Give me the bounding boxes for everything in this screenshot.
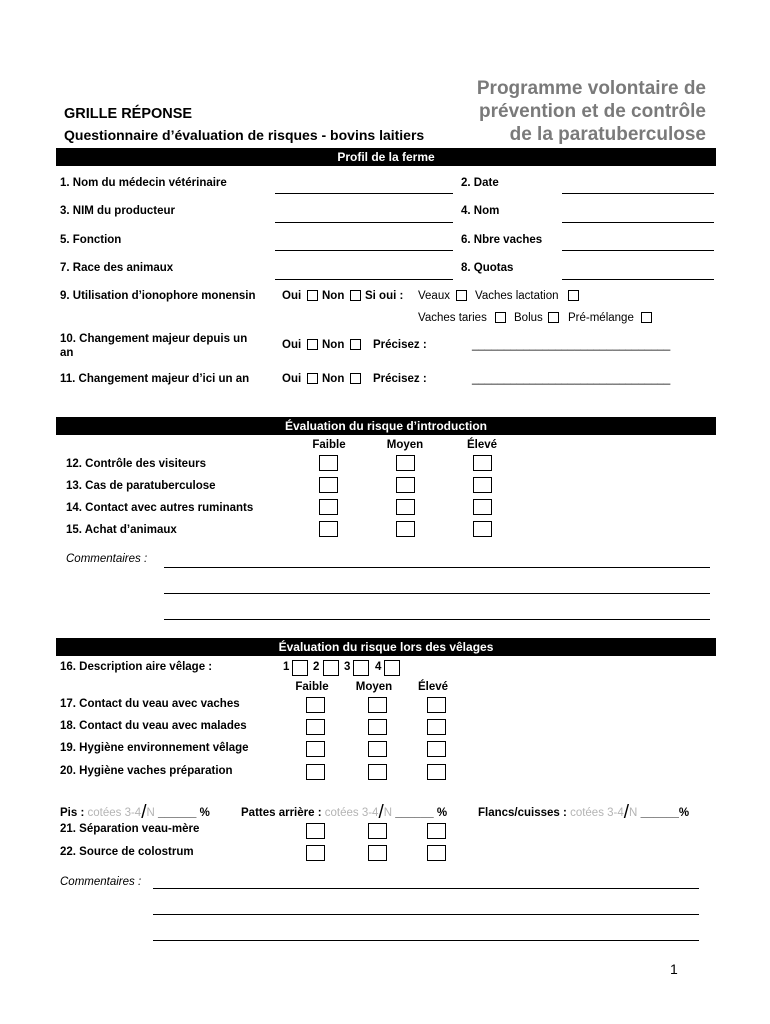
score-pattes bbox=[241, 800, 447, 822]
q10-non-checkbox[interactable] bbox=[350, 339, 361, 350]
intro-comment-line-3[interactable] bbox=[164, 619, 710, 620]
q11-label: 11. Changement majeur d’ici un an bbox=[60, 373, 250, 385]
score-pattes-slash: / bbox=[378, 802, 384, 823]
q9-oui-checkbox[interactable] bbox=[307, 290, 318, 301]
q9-veaux-checkbox[interactable] bbox=[456, 290, 467, 301]
velage-item-19-moyen-box[interactable] bbox=[368, 741, 387, 757]
velage-comment-line-2[interactable] bbox=[153, 914, 699, 915]
q9-premelange-label: Pré-mélange bbox=[568, 312, 634, 324]
velage-item-22-eleve-box[interactable] bbox=[427, 845, 446, 861]
velage-item-21-moyen-box[interactable] bbox=[368, 823, 387, 839]
field-label-quotas: 8. Quotas bbox=[461, 262, 514, 274]
velage-item-21-eleve-box[interactable] bbox=[427, 823, 446, 839]
intro-col-moyen: Moyen bbox=[386, 439, 424, 451]
q16-option-3-label: 3 bbox=[344, 661, 351, 673]
document-title: GRILLE RÉPONSE bbox=[64, 106, 193, 122]
field-line-function[interactable] bbox=[275, 250, 453, 251]
q9-bolus-checkbox[interactable] bbox=[548, 312, 559, 323]
q16-option-1-box[interactable] bbox=[292, 660, 308, 676]
score-pis-n: N bbox=[146, 807, 155, 819]
velage-comment-line-1[interactable] bbox=[153, 888, 699, 889]
intro-item-15-faible-box[interactable] bbox=[319, 521, 338, 537]
score-flancs-slash: / bbox=[623, 802, 630, 823]
velage-item-17-moyen-box[interactable] bbox=[368, 697, 387, 713]
score-flancs bbox=[478, 800, 689, 822]
velage-item-17: 17. Contact du veau avec vaches bbox=[60, 698, 240, 710]
intro-item-13-faible-box[interactable] bbox=[319, 477, 338, 493]
document-subtitle: Questionnaire d’évaluation de risques - bovins laitiers bbox=[64, 127, 425, 143]
intro-item-12-moyen-box[interactable] bbox=[396, 455, 415, 471]
q11-precisez-label: Précisez : bbox=[373, 373, 427, 385]
score-pis bbox=[60, 800, 210, 822]
q10-non-label: Non bbox=[322, 339, 345, 351]
velage-item-21: 21. Séparation veau-mère bbox=[60, 823, 200, 835]
velage-item-18-faible-box[interactable] bbox=[306, 719, 325, 735]
velage-item-22: 22. Source de colostrum bbox=[60, 846, 194, 858]
velage-item-17-eleve-box[interactable] bbox=[427, 697, 446, 713]
field-line-cow-count[interactable] bbox=[562, 250, 714, 251]
velage-item-20: 20. Hygiène vaches préparation bbox=[60, 765, 233, 777]
q10-precisez-label: Précisez : bbox=[373, 339, 427, 351]
intro-item-14-moyen-box[interactable] bbox=[396, 499, 415, 515]
q10-label: 10. Changement majeur depuis un an bbox=[60, 333, 248, 359]
field-label-breed: 7. Race des animaux bbox=[60, 262, 174, 274]
q9-veaux-label: Veaux bbox=[418, 290, 450, 302]
velage-item-17-faible-box[interactable] bbox=[306, 697, 325, 713]
q11-oui-label: Oui bbox=[282, 373, 302, 385]
q9-lactation-checkbox[interactable] bbox=[568, 290, 579, 301]
score-flancs-n: N bbox=[629, 807, 638, 819]
q10-precisez-field[interactable]: _______________________________ bbox=[472, 339, 671, 351]
q9-oui-label: Oui bbox=[282, 290, 302, 302]
q11-non-checkbox[interactable] bbox=[350, 373, 361, 384]
section-header-profile: Profil de la ferme bbox=[56, 148, 716, 166]
velage-item-21-faible-box[interactable] bbox=[306, 823, 325, 839]
q16-option-3-box[interactable] bbox=[353, 660, 369, 676]
section-header-velage: Évaluation du risque lors des vêlages bbox=[56, 638, 716, 656]
q10-oui-checkbox[interactable] bbox=[307, 339, 318, 350]
q11-precisez-field[interactable]: _______________________________ bbox=[472, 373, 671, 385]
field-label-vet-name: 1. Nom du médecin vétérinaire bbox=[60, 177, 227, 189]
program-title bbox=[406, 77, 706, 146]
field-label-date: 2. Date bbox=[461, 177, 499, 189]
q16-option-2-box[interactable] bbox=[323, 660, 339, 676]
velage-item-20-moyen-box[interactable] bbox=[368, 764, 387, 780]
q9-si-oui-label: Si oui : bbox=[365, 290, 404, 302]
field-label-function: 5. Fonction bbox=[60, 234, 122, 246]
intro-comment-line-1[interactable] bbox=[164, 567, 710, 568]
q9-label: 9. Utilisation d’ionophore monensin bbox=[60, 290, 256, 302]
field-line-quotas[interactable] bbox=[562, 279, 714, 280]
field-label-name: 4. Nom bbox=[461, 205, 500, 217]
intro-item-13-moyen-box[interactable] bbox=[396, 477, 415, 493]
intro-item-13: 13. Cas de paratuberculose bbox=[66, 480, 216, 492]
velage-col-moyen: Moyen bbox=[355, 681, 393, 693]
velage-comments-label: Commentaires : bbox=[60, 876, 142, 888]
q9-taries-label: Vaches taries bbox=[418, 312, 487, 324]
field-label-nim: 3. NIM du producteur bbox=[60, 205, 175, 217]
intro-item-12: 12. Contrôle des visiteurs bbox=[66, 458, 206, 470]
q9-premelange-checkbox[interactable] bbox=[641, 312, 652, 323]
intro-item-15: 15. Achat d’animaux bbox=[66, 524, 177, 536]
score-pattes-n: N bbox=[383, 807, 393, 819]
intro-item-12-faible-box[interactable] bbox=[319, 455, 338, 471]
field-line-vet-name[interactable] bbox=[275, 193, 453, 194]
field-label-cow-count: 6. Nbre vaches bbox=[461, 234, 543, 246]
intro-item-12-eleve-box[interactable] bbox=[473, 455, 492, 471]
score-flancs-label: Flancs/cuisses : bbox=[478, 807, 567, 819]
score-pattes-label: Pattes arrière : bbox=[241, 807, 322, 819]
intro-col-eleve: Élevé bbox=[466, 439, 498, 451]
program-title-line-3: de la paratuberculose bbox=[509, 124, 706, 145]
intro-item-15-eleve-box[interactable] bbox=[473, 521, 492, 537]
field-line-nim[interactable] bbox=[275, 222, 453, 223]
score-pis-label: Pis : bbox=[60, 807, 85, 819]
q9-taries-checkbox[interactable] bbox=[495, 312, 506, 323]
score-pis-slash: / bbox=[141, 802, 147, 823]
score-flancs-cotees: cotées 3-4 bbox=[570, 807, 624, 819]
q9-lactation-label: Vaches lactation bbox=[475, 290, 559, 302]
velage-item-20-eleve-box[interactable] bbox=[427, 764, 446, 780]
q16-label: 16. Description aire vêlage : bbox=[60, 661, 213, 673]
score-pis-cotees: cotées 3-4 bbox=[87, 807, 142, 819]
intro-comments-label: Commentaires : bbox=[66, 553, 148, 565]
velage-item-19: 19. Hygiène environnement vêlage bbox=[60, 742, 249, 754]
q10-oui-label: Oui bbox=[282, 339, 302, 351]
velage-col-eleve: Élevé bbox=[417, 681, 449, 693]
velage-item-19-eleve-box[interactable] bbox=[427, 741, 446, 757]
program-title-line-1: Programme volontaire de bbox=[476, 78, 706, 99]
velage-item-20-faible-box[interactable] bbox=[306, 764, 325, 780]
q16-option-2-label: 2 bbox=[313, 661, 320, 673]
score-pattes-cotees: cotées 3-4 bbox=[324, 807, 379, 819]
q16-option-4-box[interactable] bbox=[384, 660, 400, 676]
velage-item-22-faible-box[interactable] bbox=[306, 845, 325, 861]
q9-bolus-label: Bolus bbox=[514, 312, 543, 324]
program-title-line-2: prévention et de contrôle bbox=[479, 101, 706, 122]
intro-item-13-eleve-box[interactable] bbox=[473, 477, 492, 493]
intro-comment-line-2[interactable] bbox=[164, 593, 710, 594]
velage-item-19-faible-box[interactable] bbox=[306, 741, 325, 757]
velage-col-faible: Faible bbox=[295, 681, 329, 693]
q16-option-1-label: 1 bbox=[283, 661, 290, 673]
intro-col-faible: Faible bbox=[312, 439, 346, 451]
intro-item-15-moyen-box[interactable] bbox=[396, 521, 415, 537]
score-pis-blank[interactable]: ______ % bbox=[158, 807, 210, 819]
score-flancs-blank[interactable]: ______% bbox=[640, 807, 690, 819]
score-pattes-blank[interactable]: ______ % bbox=[395, 807, 448, 819]
intro-item-14-faible-box[interactable] bbox=[319, 499, 338, 515]
field-line-date[interactable] bbox=[562, 193, 714, 194]
q9-non-label: Non bbox=[322, 290, 345, 302]
q9-non-checkbox[interactable] bbox=[350, 290, 361, 301]
field-line-breed[interactable] bbox=[275, 279, 453, 280]
velage-item-18: 18. Contact du veau avec malades bbox=[60, 720, 247, 732]
section-header-introduction: Évaluation du risque d’introduction bbox=[56, 417, 716, 435]
velage-item-22-moyen-box[interactable] bbox=[368, 845, 387, 861]
velage-item-18-eleve-box[interactable] bbox=[427, 719, 446, 735]
velage-item-18-moyen-box[interactable] bbox=[368, 719, 387, 735]
page-number: 1 bbox=[670, 961, 678, 977]
field-line-name[interactable] bbox=[562, 222, 714, 223]
q11-non-label: Non bbox=[322, 373, 345, 385]
q11-oui-checkbox[interactable] bbox=[307, 373, 318, 384]
intro-item-14: 14. Contact avec autres ruminants bbox=[66, 502, 254, 514]
intro-item-14-eleve-box[interactable] bbox=[473, 499, 492, 515]
q16-option-4-label: 4 bbox=[375, 661, 382, 673]
velage-comment-line-3[interactable] bbox=[153, 940, 699, 941]
